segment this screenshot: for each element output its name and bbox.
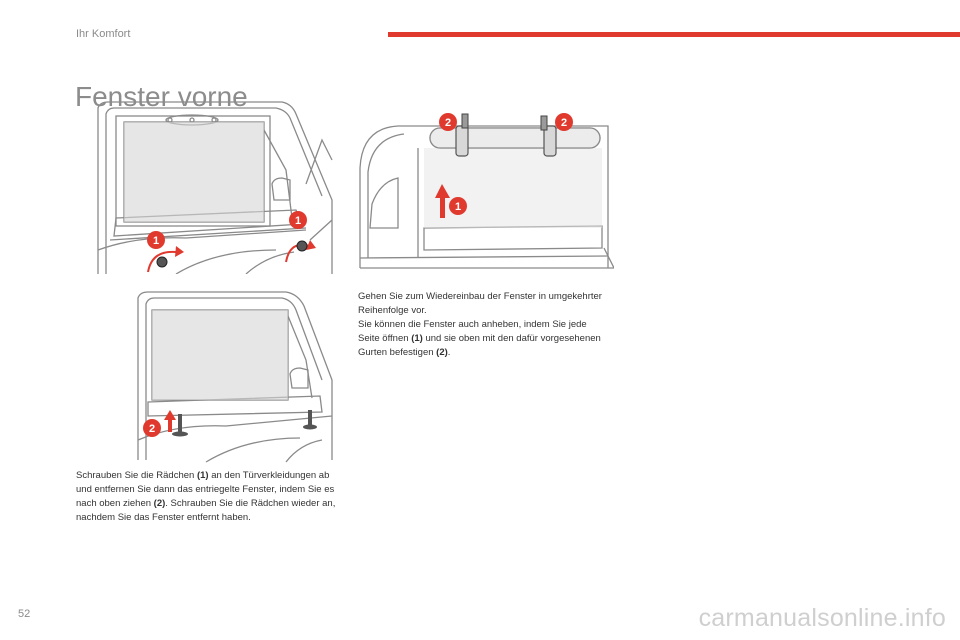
- svg-text:2: 2: [148, 423, 156, 435]
- ref-2: (2): [153, 498, 166, 509]
- svg-text:2: 2: [444, 117, 452, 129]
- page-title: Fenster vorne: [75, 80, 248, 112]
- text-segment: .: [447, 347, 451, 358]
- text-segment: . Schrauben Sie die Rädchen wieder an, nachdem Sie das Fenster entfernt haben.: [76, 498, 336, 523]
- callout-2-left: [143, 419, 161, 437]
- instructions-refit: [358, 290, 608, 360]
- svg-text:1: 1: [152, 235, 160, 247]
- watermark: carmanualsonline.info: [698, 604, 946, 632]
- callout-2-left: [439, 113, 457, 131]
- header-accent-bar: [388, 32, 960, 37]
- section-label: Ihr Komfort: [76, 28, 131, 40]
- ref-2: (2): [436, 347, 448, 358]
- figure-raise-window-straps: [358, 108, 614, 274]
- text-segment: und sie oben mit den dafür vorgesehenen Gurten befestigen: [358, 333, 601, 358]
- figure-remove-window: [136, 290, 336, 464]
- callout-1: [449, 197, 467, 215]
- text-segment: an den Türverkleidungen ab und entfernen Sie dann das entriegelte Fenster, indem Sie es nach oben ziehen: [76, 470, 335, 509]
- ref-1: (1): [196, 470, 209, 481]
- svg-text:1: 1: [454, 201, 462, 213]
- svg-text:1: 1: [294, 215, 302, 227]
- refit-intro: Gehen Sie zum Wiedereinbau der Fenster in umgekehrter Reihenfolge vor.: [358, 291, 602, 316]
- instructions-remove: [76, 469, 346, 525]
- text-segment: Schrauben Sie die Rädchen: [76, 470, 197, 481]
- figure-unscrew-knobs: [96, 100, 336, 274]
- callout-1-left: [147, 231, 165, 249]
- callout-1-right: [289, 211, 307, 229]
- text-segment: Sie können die Fenster auch anheben, indem Sie jede Seite öffnen: [358, 319, 587, 344]
- page-number: 52: [18, 608, 31, 620]
- callout-2-right: [555, 113, 573, 131]
- svg-text:2: 2: [560, 117, 568, 129]
- ref-1: (1): [411, 333, 423, 344]
